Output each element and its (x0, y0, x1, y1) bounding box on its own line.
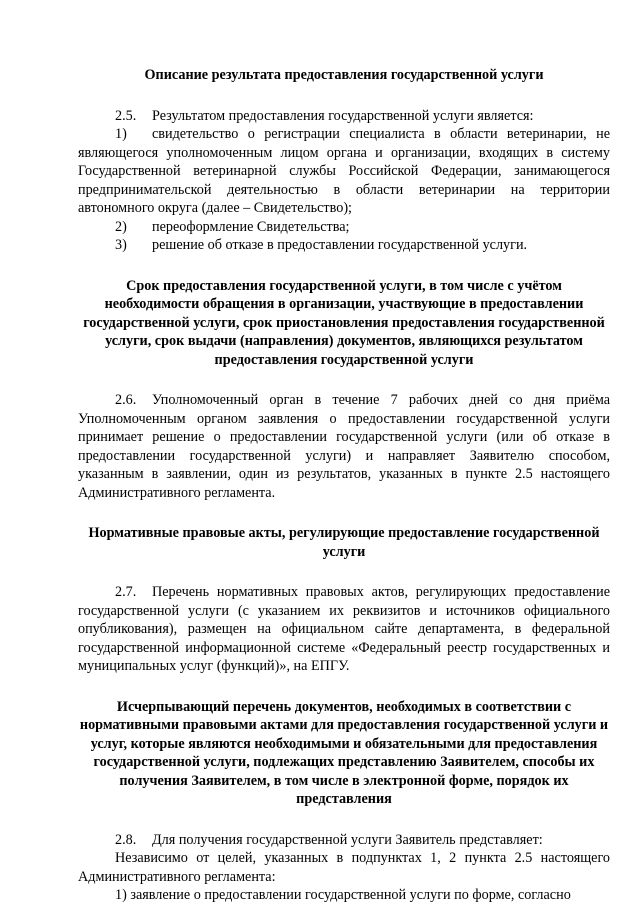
list-item-number: 1) (115, 126, 127, 142)
paragraph-text: Перечень нормативных правовых актов, регулирующих предоставление государственной услуги (с указанием их реквизитов и источников официального опубликования), размещен на официальном сайте департамента, в федеральной государственной информационной системе «Федеральный реестр государственных и муниципальных услуг (функций)», на ЕПГУ. (78, 584, 610, 674)
list-item-text: решение об отказе в предоставлении государственной услуги. (152, 237, 528, 253)
paragraph-number: 2.7. (115, 584, 137, 600)
paragraph-2-6 (78, 391, 610, 502)
paragraph-text: Для получения государственной услуги Заявитель представляет: (152, 831, 543, 848)
list-item-2 (78, 218, 610, 237)
paragraph-2-7 (78, 583, 610, 676)
list-item-number: 3) (115, 237, 127, 253)
paragraph-number: 2.8. (115, 831, 137, 848)
list-item-text: свидетельство о регистрации специалиста в области ветеринарии, не являющегося уполномоченным лицом органа и организации, входящих в систему Государственной ветеринарной службы Российской Федерации, занимающегося предпринимательской деятельностью в области ветеринарии на территории автономного округа (далее – Свидетельство); (78, 126, 610, 216)
list-item-3 (78, 236, 610, 255)
list-item-text: переоформление Свидетельства; (152, 218, 350, 235)
section-heading-legal-acts: Нормативные правовые акты, регулирующие предоставление государственной услуги (88, 525, 600, 560)
paragraph-text: Уполномоченный орган в течение 7 рабочих дней со дня приёма Уполномоченным органом заявления о предоставлении государственной услуги принимает решение о предоставлении государственной услуги (или об отказе в предоставлении государственной услуги) и направляет Заявителю способом, указанным в заявлении, один из результатов, указанных в пункте 2.5 настоящего Административного регламента. (78, 392, 610, 501)
paragraph-2-8 (78, 831, 610, 850)
paragraph-number: 2.6. (115, 392, 137, 408)
section-heading-documents: Исчерпывающий перечень документов, необходимых в соответствии с нормативными правовыми актами для предоставления государственной услуги и услуг, которые являются необходимыми и обязательными для предоставления государственной услуги, подлежащих представлению Заявителем, способы их получения Заявителем, в том числе в электронной форме, порядок их представления (79, 698, 609, 807)
paragraph-2-8-item-1: 1) заявление о предоставлении государственной услуги по форме, согласно (115, 887, 571, 903)
section-heading-term: Срок предоставления государственной услуги, в том числе с учётом необходимости обращения в организации, участвующие в предоставлении государственной услуги, срок приостановления предоставления государственной услуги, срок выдачи (направления) документов, являющихся результатом предоставления государственной услуги (83, 277, 605, 368)
list-item-number: 2) (115, 218, 127, 235)
list-item-1 (78, 125, 610, 218)
paragraph-2-8-sub: Независимо от целей, указанных в подпунктах 1, 2 пункта 2.5 настоящего Административного регламента: (78, 850, 610, 885)
paragraph-2-5 (78, 107, 610, 126)
section-heading-result: Описание результата предоставления государственной услуги (144, 67, 544, 83)
paragraph-text: Результатом предоставления государственной услуги является: (152, 107, 534, 124)
paragraph-number: 2.5. (115, 107, 137, 124)
